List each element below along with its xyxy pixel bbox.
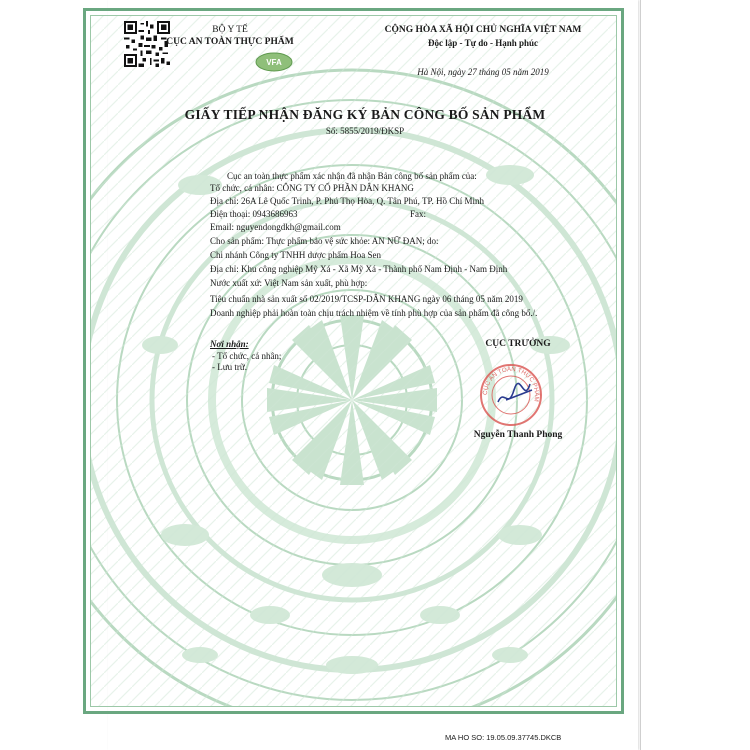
country-name: CỘNG HÒA XÃ HỘI CHỦ NGHĨA VIỆT NAM [384,25,582,35]
recipients-heading: Nơi nhận: [210,339,249,349]
body-fax: Fax: [410,209,427,219]
agency-name: CỤC AN TOÀN THỰC PHẨM [166,37,294,47]
ministry-name: BỘ Y TẾ [212,25,248,35]
body-phone: Điện thoại: 0943686963 [210,209,298,219]
national-motto: Độc lập - Tự do - Hạnh phúc [427,38,539,48]
recipient-item: - Lưu trữ. [212,362,247,372]
body-origin: Nước xuất xứ: Việt Nam sản xuất, phù hợp: [210,278,368,288]
signer-name: Nguyễn Thanh Phong [473,430,563,440]
issue-date: Hà Nội, ngày 27 tháng 05 năm 2019 [417,67,549,77]
recipient-item: - Tổ chức, cá nhân; [212,351,282,361]
document-title: GIẤY TIẾP NHẬN ĐĂNG KÝ BẢN CÔNG BỐ SẢN PHẨM [184,107,546,122]
signature-scribble [498,383,532,402]
page-edge [640,0,641,750]
body-product: Cho sản phẩm: Thực phẩm bảo vệ sức khỏe: AN NỮ ĐAN; do: [210,236,439,246]
body-email: Email: nguyendongdkh@gmail.com [210,222,341,232]
dossier-code: MA HO SO: 19.05.09.37745.DKCB [445,733,562,742]
qr-code [124,21,170,67]
vfa-logo [254,51,294,73]
body-organization: Tổ chức, cá nhân: CÔNG TY CỔ PHẦN DÂN KHANG [210,183,414,193]
vfa-logo-text: VFA [266,58,282,67]
body-manufacturer: Chi nhánh Công ty TNHH dược phẩm Hoa Sen [210,250,381,260]
official-red-stamp [476,360,546,430]
body-standard: Tiêu chuẩn nhà sản xuất số 02/2019/TCSP-DÂN KHANG ngày 06 tháng 05 năm 2019 [210,294,523,304]
document-number: Số: 5855/2019/ĐKSP [325,126,405,136]
body-responsibility: Doanh nghiệp phải hoàn toàn chịu trách nhiệm về tính phù hợp của sản phẩm đã công bố./. [210,308,538,318]
body-address: Địa chỉ: 26A Lê Quốc Trinh, P. Phú Thọ Hòa, Q. Tân Phú, TP. Hồ Chí Minh [210,196,485,206]
stamp-text: CỤC AN TOÀN THỰC PHẨM [481,365,541,403]
body-manufacturer-address: Địa chỉ: Khu công nghiệp Mỹ Xá - Xã Mỹ Xá - Thành phố Nam Định - Nam Định [210,264,508,274]
signer-role: CỤC TRƯỞNG [485,339,551,349]
body-intro: Cục an toàn thực phẩm xác nhận đã nhận Bản công bố sản phẩm của: [227,171,477,181]
